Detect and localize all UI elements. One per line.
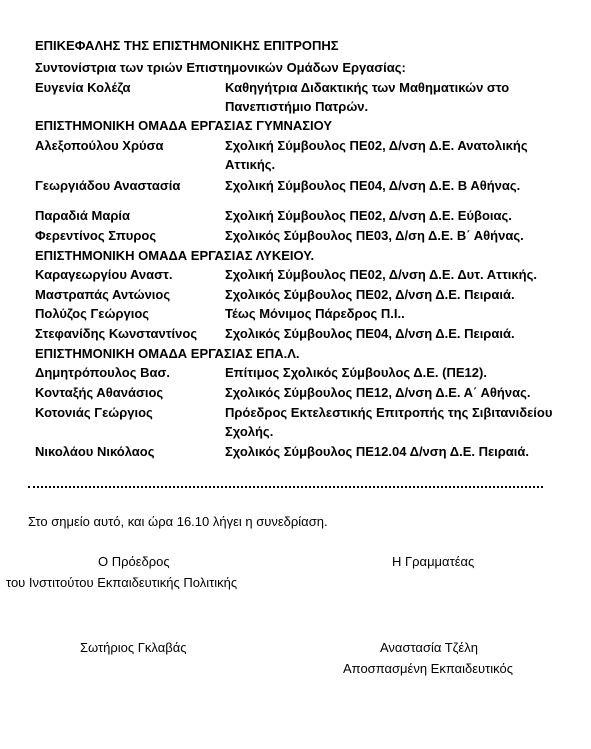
member-name: Κονταξής Αθανάσιος [35, 385, 164, 400]
member-role: Σχολική Σύμβουλος ΠΕ02, Δ/νση Δ.Ε. Ανατολικής Αττικής. [225, 138, 528, 172]
member-role: Σχολική Σύμβουλος ΠΕ02, Δ/νση Δ.Ε. Δυτ. Αττικής. [225, 267, 537, 282]
member-role: Σχολική Σύμβουλος ΠΕ04, Δ/νση Δ.Ε. Β Αθήνας. [225, 178, 521, 193]
member-name: Φερεντίνος Σπυρος [35, 228, 157, 243]
group-heading-epal: ΕΠΙΣΤΗΜΟΝΙΚΗ ΟΜΑΔΑ ΕΡΓΑΣΙΑΣ ΕΠΑ.Λ. [35, 346, 300, 361]
group-heading-lyceum: ΕΠΙΣΤΗΜΟΝΙΚΗ ΟΜΑΔΑ ΕΡΓΑΣΙΑΣ ΛΥΚΕΙΟΥ. [35, 248, 315, 263]
member-name: Κοτονιάς Γεώργιος [35, 405, 153, 420]
committee-title: ΕΠΙΚΕΦΑΛΗΣ ΤΗΣ ΕΠΙΣΤΗΜΟΝΙΚΗΣ ΕΠΙΤΡΟΠΗΣ [35, 38, 339, 53]
member-role: Σχολικός Σύμβουλος ΠΕ03, Δ/ση Δ.Ε. Β΄ Αθήνας. [225, 228, 524, 243]
secretary-role: Αποσπασμένη Εκπαιδευτικός [343, 661, 514, 676]
member-name: Αλεξοπούλου Χρύσα [35, 138, 164, 153]
member-role: Πρόεδρος Εκτελεστικής Επιτροπής της Σιβιτανιδείου Σχολής. [225, 405, 553, 439]
group-heading-gymnasium: ΕΠΙΣΤΗΜΟΝΙΚΗ ΟΜΑΔΑ ΕΡΓΑΣΙΑΣ ΓΥΜΝΑΣΙΟΥ [35, 118, 333, 133]
member-role: Επίτιμος Σχολικός Σύμβουλος Δ.Ε. (ΠΕ12). [225, 365, 487, 380]
member-name: Καραγεωργίου Αναστ. [35, 267, 173, 282]
member-role: Σχολικός Σύμβουλος ΠΕ12, Δ/νση Δ.Ε. Α΄ Αθήνας. [225, 385, 531, 400]
member-name: Γεωργιάδου Αναστασία [35, 178, 181, 193]
secretary-title: Η Γραμματέας [392, 554, 475, 569]
coordinator-label: Συντονίστρια των τριών Επιστημονικών Ομάδων Εργασίας: [35, 60, 406, 75]
president-organization: του Ινστιτούτου Εκπαιδευτικής Πολιτικής [6, 575, 238, 590]
member-name: Μαστραπάς Αντώνιος [35, 287, 171, 302]
member-role: Τέως Μόνιμος Πάρεδρος Π.Ι.. [225, 306, 405, 321]
closing-statement: Στο σημείο αυτό, και ώρα 16.10 λήγει η συνεδρίαση. [28, 514, 328, 529]
member-name: Δημητρόπουλος Βασ. [35, 365, 170, 380]
member-role: Σχολικός Σύμβουλος ΠΕ12.04 Δ/νση Δ.Ε. Πειραιά. [225, 444, 530, 459]
member-name: Πολύζος Γεώργιος [35, 306, 150, 321]
dotted-separator [28, 486, 543, 488]
member-name: Παραδιά Μαρία [35, 208, 130, 223]
member-name: Στεφανίδης Κωνσταντίνος [35, 326, 198, 341]
president-name: Σωτήριος Γκλαβάς [80, 640, 187, 655]
coordinator-name: Ευγενία Κολέζα [35, 80, 131, 95]
secretary-name: Αναστασία Τζέλη [380, 640, 478, 655]
member-role: Σχολικός Σύμβουλος ΠΕ04, Δ/νση Δ.Ε. Πειραιά. [225, 326, 515, 341]
member-role: Σχολική Σύμβουλος ΠΕ02, Δ/νση Δ.Ε. Εύβοιας. [225, 208, 512, 223]
member-name: Νικολάου Νικόλαος [35, 444, 155, 459]
president-title: Ο Πρόεδρος [98, 554, 170, 569]
coordinator-role: Καθηγήτρια Διδακτικής των Μαθηματικών στο Πανεπιστήμιο Πατρών. [225, 80, 510, 114]
member-role: Σχολικός Σύμβουλος ΠΕ02, Δ/νση Δ.Ε. Πειραιά. [225, 287, 515, 302]
